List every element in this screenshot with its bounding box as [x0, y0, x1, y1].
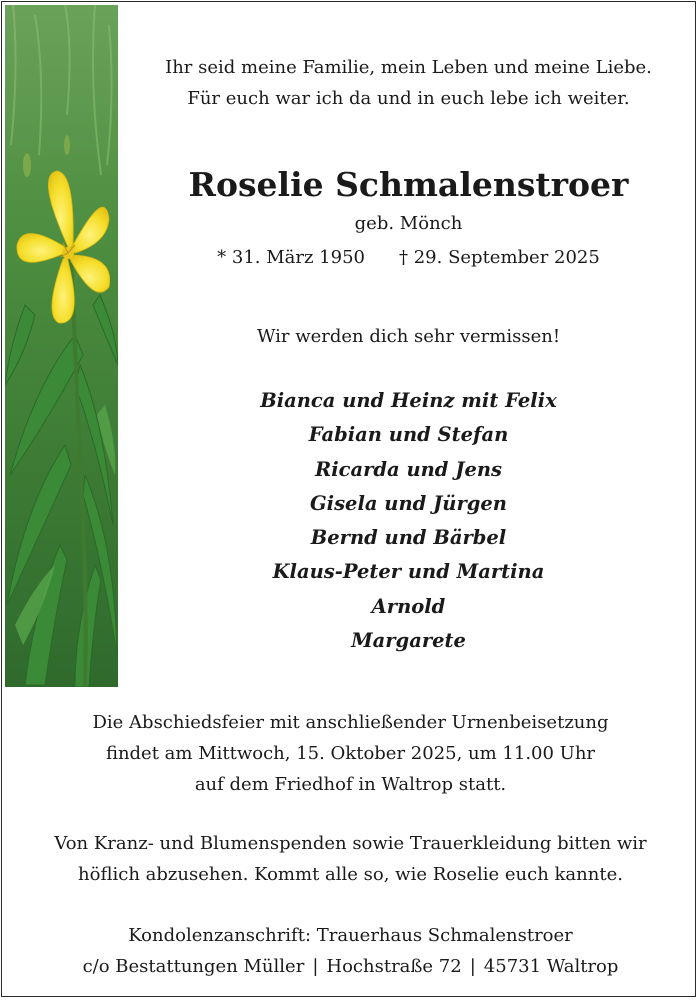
life-dates: [120, 244, 696, 272]
flowers-note: [2, 828, 696, 890]
mourner-name: Fabian und Stefan: [308, 423, 509, 447]
address-line: [2, 951, 696, 982]
mourner-name: Bernd und Bärbel: [310, 526, 507, 550]
obituary-card: [1, 1, 696, 997]
birth-name: geb. Mönch: [354, 213, 463, 234]
yellow-flower-photo: [5, 5, 118, 687]
poem-line: Ihr seid meine Familie, mein Leben und meine Liebe.: [165, 57, 652, 78]
flowers-line: höflich abzusehen. Kommt alle so, wie Roselie euch kannte.: [78, 864, 623, 885]
poem-verse: [120, 52, 696, 114]
address-part: 45731 Waltrop: [483, 956, 619, 977]
ceremony-line: findet am Mittwoch, 15. Oktober 2025, um 11.00 Uhr: [105, 743, 596, 764]
flowers-line: Von Kranz- und Blumenspenden sowie Trauerkleidung bitten wir: [54, 833, 647, 854]
poem-line: Für euch war ich da und in euch lebe ich weiter.: [187, 88, 630, 109]
separator: |: [469, 956, 476, 977]
death-date: † 29. September 2025: [399, 247, 600, 268]
mourner-name: Margarete: [351, 629, 466, 653]
ceremony-notice: [2, 707, 696, 800]
address-line: Kondolenzanschrift: Trauerhaus Schmalenstroer: [128, 925, 573, 946]
mourners-list: [120, 384, 696, 658]
ceremony-line: Die Abschiedsfeier mit anschließender Urnenbeisetzung: [92, 712, 609, 733]
mourner-name: Arnold: [371, 594, 446, 618]
farewell-line: Wir werden dich sehr vermissen!: [256, 326, 561, 347]
ceremony-line: auf dem Friedhof in Waltrop statt.: [194, 774, 507, 795]
mourner-name: Klaus-Peter und Martina: [272, 560, 545, 584]
condolence-address: [2, 920, 696, 982]
birth-date: * 31. März 1950: [217, 247, 365, 268]
deceased-name: Roselie Schmalenstroer: [188, 165, 629, 204]
mourner-name: Bianca und Heinz mit Felix: [260, 389, 557, 412]
separator: |: [312, 956, 319, 977]
address-part: c/o Bestattungen Müller: [82, 956, 305, 977]
mourner-name: Ricarda und Jens: [314, 457, 503, 481]
address-part: Hochstraße 72: [326, 956, 462, 977]
mourner-name: Gisela und Jürgen: [310, 491, 507, 515]
